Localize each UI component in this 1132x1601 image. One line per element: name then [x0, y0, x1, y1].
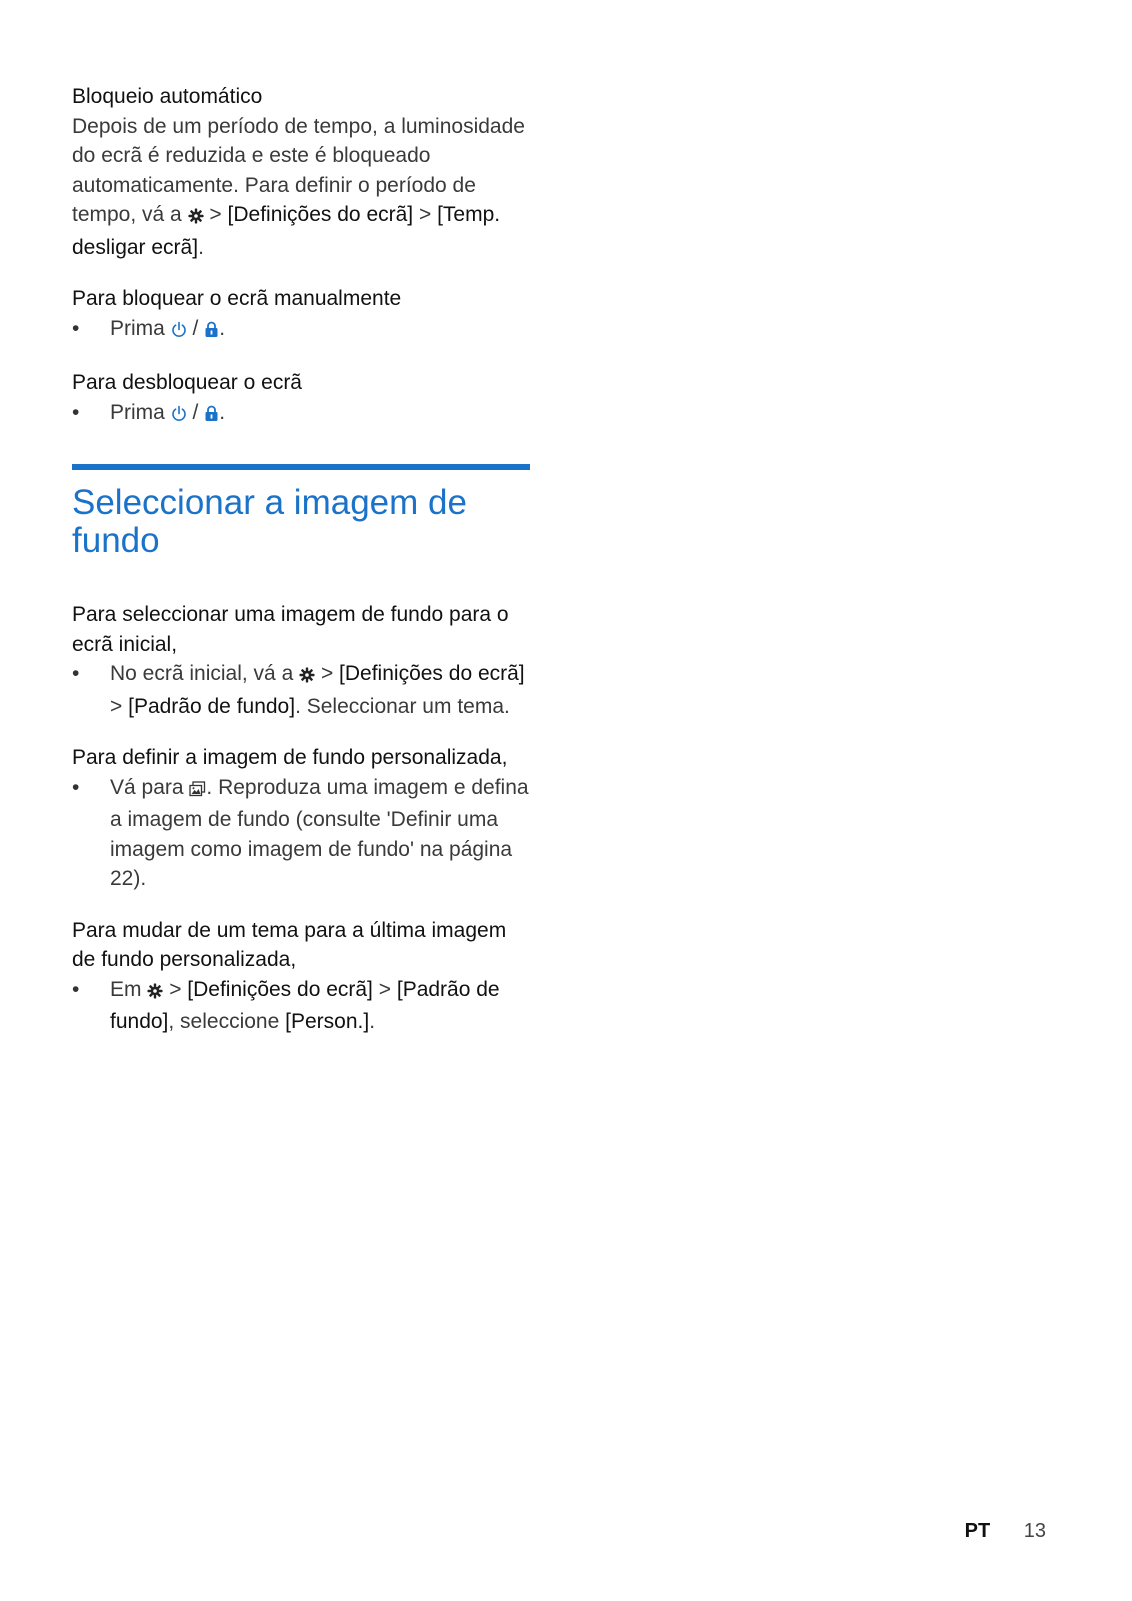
lock-text: Prima: [110, 316, 165, 340]
select-menu-2: [Padrão de fundo]: [128, 694, 296, 718]
lock-slash: /: [192, 316, 199, 340]
select-text-b: . Seleccionar um tema.: [295, 694, 510, 718]
switch-menu-2: [Padrão de fundo]: [110, 977, 500, 1033]
autolock-menu-1: [Definições do ecrã]: [227, 203, 414, 226]
gear-icon: [147, 978, 163, 1008]
switch-heading: Para mudar de um tema para a última imagem de fundo personalizada,: [72, 918, 507, 971]
unlock-slash: /: [192, 400, 199, 424]
gear-icon: [299, 662, 315, 692]
power-icon: [171, 317, 187, 347]
select-sep-1: >: [320, 662, 334, 685]
lock-icon: [204, 401, 219, 431]
autolock-menu-2: [Temp. desligar ecrã]: [72, 203, 501, 259]
section-rule: [72, 464, 530, 470]
autolock-text: [72, 112, 532, 263]
lock-icon: [204, 317, 219, 347]
select-section: [72, 600, 532, 721]
power-icon: [171, 401, 187, 431]
custom-section: [72, 743, 532, 894]
section-title: Seleccionar a imagem de fundo: [72, 483, 467, 560]
switch-text-b: , seleccione: [168, 1010, 280, 1033]
switch-sep-1: >: [169, 977, 182, 1001]
lock-heading: Para bloquear o ecrã manualmente: [72, 287, 402, 310]
bullet-dot: •: [72, 775, 80, 799]
select-text-a: No ecrã inicial, vá a: [110, 662, 294, 685]
switch-text-a: Em: [110, 977, 142, 1001]
bullet-dot: •: [72, 662, 80, 685]
select-heading: Para seleccionar uma imagem de fundo para o ecrã inicial,: [72, 603, 509, 656]
switch-sep-2: >: [378, 977, 392, 1001]
unlock-end: .: [219, 400, 226, 424]
unlock-heading: Para desbloquear o ecrã: [72, 371, 302, 394]
autolock-heading: Bloqueio automático: [72, 85, 263, 108]
unlock-section: [72, 368, 532, 430]
page-content: [72, 82, 532, 1059]
switch-bullet-item: [72, 975, 532, 1037]
autolock-sep-1: >: [209, 203, 222, 226]
switch-menu-1: [Definições do ecrã]: [187, 977, 373, 1001]
custom-text-a: Vá para: [110, 775, 184, 799]
page-number: 13: [1023, 1520, 1046, 1542]
select-menu-1: [Definições do ecrã]: [339, 662, 525, 685]
unlock-text: Prima: [110, 400, 165, 424]
switch-menu-3: [Person.]: [285, 1010, 370, 1033]
pictures-icon: [189, 776, 206, 806]
autolock-section: [72, 82, 532, 262]
bullet-dot: •: [72, 977, 80, 1001]
custom-bullet-item: [72, 773, 532, 894]
select-bullet-item: [72, 659, 532, 721]
custom-heading: Para definir a imagem de fundo personalizada,: [72, 746, 508, 769]
switch-section: [72, 916, 532, 1037]
unlock-bullet-item: [72, 398, 532, 431]
bullet-dot: •: [72, 316, 80, 340]
autolock-text-a: Depois de um período de tempo, a luminosidade do ecrã é reduzida e este é bloqueado automaticamente. Para definir o período de tempo, vá a: [72, 114, 525, 226]
bullet-dot: •: [72, 400, 80, 424]
autolock-end: .: [198, 235, 204, 259]
page-footer: [965, 1520, 1046, 1543]
select-sep-2: >: [110, 694, 123, 718]
lock-bullet-item: [72, 314, 532, 347]
lock-end: .: [219, 316, 226, 340]
autolock-sep-2: >: [418, 203, 432, 226]
switch-end: .: [369, 1010, 376, 1033]
lock-section: [72, 284, 532, 346]
gear-icon: [188, 203, 204, 233]
language-code: PT: [964, 1520, 991, 1542]
custom-text-b: . Reproduza uma imagem e defina a imagem de fundo (consulte 'Definir uma imagem como imagem de fundo' na página 22).: [110, 775, 529, 890]
